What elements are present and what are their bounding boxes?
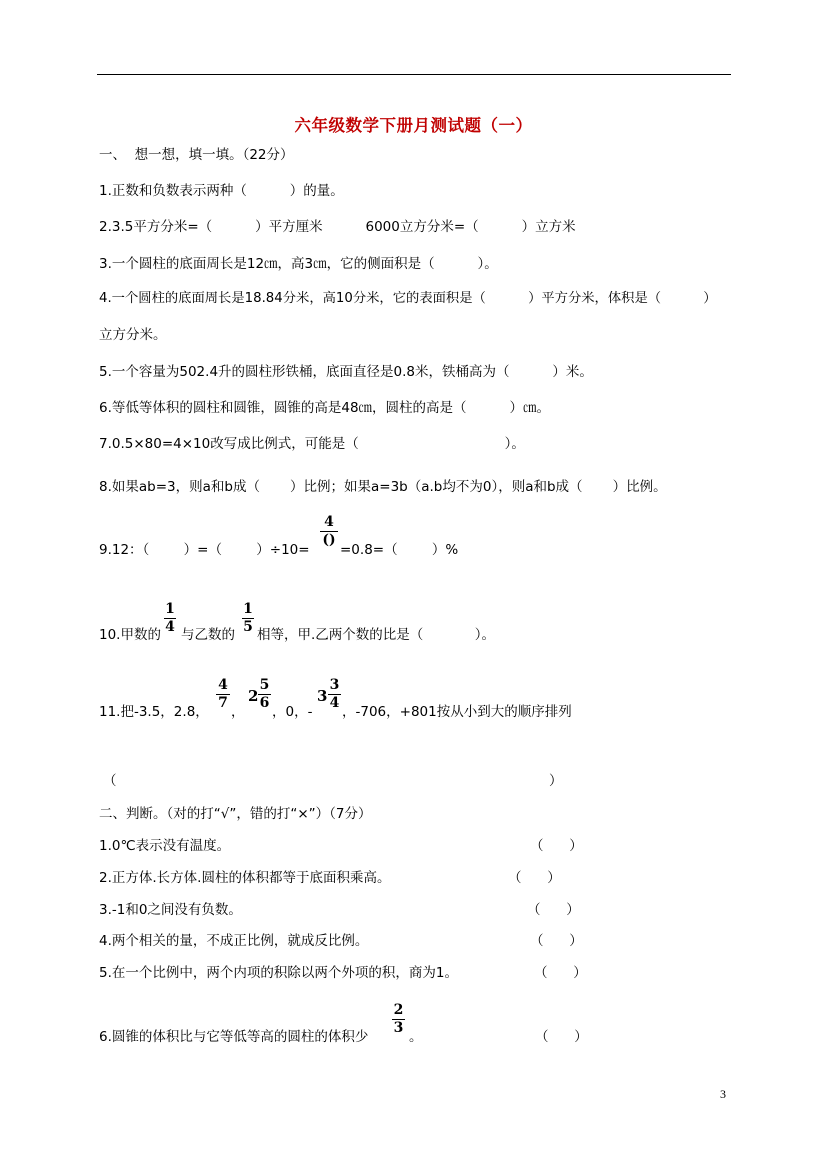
- question-10-start: 10.甲数的: [99, 627, 161, 643]
- judgment-6: 6.圆锥的体积比与它等低等高的圆柱的体积少: [99, 1029, 369, 1045]
- question-11-start: 11.把-3.5，2.8，: [99, 704, 209, 720]
- question-9-fraction: [320, 515, 338, 547]
- fraction-numerator: 5: [259, 677, 270, 693]
- question-10-fraction-2: [242, 602, 254, 634]
- fraction-numerator: 1: [243, 601, 253, 617]
- section1-heading: 一、 想一想，填一填。（22分）: [99, 147, 294, 163]
- fraction-numerator: 1: [165, 601, 175, 617]
- answer-paren-open: （: [103, 773, 117, 789]
- judgment-4-answer: （ ）: [530, 933, 583, 949]
- fraction-denominator: (): [322, 532, 336, 548]
- question-10-middle: 与乙数的: [181, 627, 235, 643]
- fraction-denominator: 5: [243, 619, 253, 635]
- question-11-end: ，-706，+801按从小到大的顺序排列: [342, 704, 572, 720]
- judgment-5: 5.在一个比例中，两个内项的积除以两个外项的积，商为1。: [99, 965, 458, 981]
- question-11-fraction-1: [216, 678, 230, 710]
- judgment-3: 3.-1和0之间没有负数。: [99, 902, 242, 918]
- section2-heading: 二、判断。（对的打“√”，错的打“×”）（7分）: [99, 806, 372, 822]
- question-11-mixed-fraction-2: [328, 678, 341, 710]
- mixed-number-whole: 2: [248, 687, 259, 705]
- judgment-3-answer: （ ）: [527, 902, 580, 918]
- judgment-6-answer: （ ）: [535, 1029, 588, 1045]
- fraction-numerator: 4: [218, 677, 228, 693]
- question-9-start: 9.12：（ ）=（ ）÷10=: [99, 542, 310, 558]
- fraction-numerator: 4: [324, 514, 334, 530]
- question-1: 1.正数和负数表示两种（ ）的量。: [99, 183, 344, 199]
- question-4-line1: 4.一个圆柱的底面周长是18.84分米，高10分米，它的表面积是（ ）平方分米，体积是（ ）: [99, 291, 717, 306]
- question-10-fraction-1: [164, 602, 176, 634]
- question-11-middle: ，0，-: [272, 704, 313, 720]
- question-5: 5.一个容量为502.4升的圆柱形铁桶，底面直径是0.8米，铁桶高为（ ）米。: [99, 364, 593, 380]
- question-9-end: =0.8=（ ）%: [340, 542, 459, 558]
- judgment-5-answer: （ ）: [534, 965, 587, 981]
- judgment-1: 1.0℃表示没有温度。: [99, 838, 231, 854]
- fraction-denominator: 4: [329, 695, 340, 711]
- answer-paren-close: ）: [549, 773, 563, 789]
- judgment-2: 2.正方体.长方体.圆柱的体积都等于底面积乘高。: [99, 870, 391, 886]
- judgment-4: 4.两个相关的量，不成正比例，就成反比例。: [99, 933, 369, 949]
- page-title: 六年级数学下册月测试题（一）: [294, 116, 533, 135]
- judgment-6-period: 。: [409, 1029, 423, 1045]
- header-rule: [97, 74, 731, 75]
- judgment-1-answer: （ ）: [530, 838, 583, 854]
- question-11-mixed-fraction-1: [258, 678, 271, 710]
- question-10-end: 相等，甲.乙两个数的比是（ ）。: [257, 627, 496, 643]
- fraction-numerator: 2: [393, 1002, 404, 1018]
- fraction-denominator: 7: [218, 695, 228, 711]
- fraction-numerator: 3: [329, 677, 340, 693]
- question-11-comma: ，: [231, 704, 245, 720]
- question-3: 3.一个圆柱的底面周长是12㎝，高3㎝，它的侧面积是（ ）。: [99, 256, 498, 272]
- fraction-denominator: 6: [259, 695, 270, 711]
- question-8: 8.如果ab=3，则a和b成（ ）比例；如果a=3b（a.b均不为0），则a和b成（ ）比例。: [99, 479, 667, 495]
- question-2: 2.3.5平方分米=（ ）平方厘米 6000立方分米=（ ）立方米: [99, 219, 576, 235]
- mixed-number-whole: 3: [317, 687, 328, 705]
- fraction-denominator: 3: [393, 1020, 404, 1036]
- page-number: 3: [720, 1087, 726, 1101]
- question-7: 7.0.5×80=4×10改写成比例式，可能是（ ）。: [99, 436, 525, 452]
- fraction-denominator: 4: [165, 619, 175, 635]
- judgment-6-fraction: [392, 1003, 405, 1035]
- question-4-line2: 立方分米。: [99, 327, 167, 343]
- judgment-2-answer: （ ）: [508, 870, 561, 886]
- question-6: 6.等低等体积的圆柱和圆锥，圆锥的高是48㎝，圆柱的高是（ ）㎝。: [99, 400, 550, 416]
